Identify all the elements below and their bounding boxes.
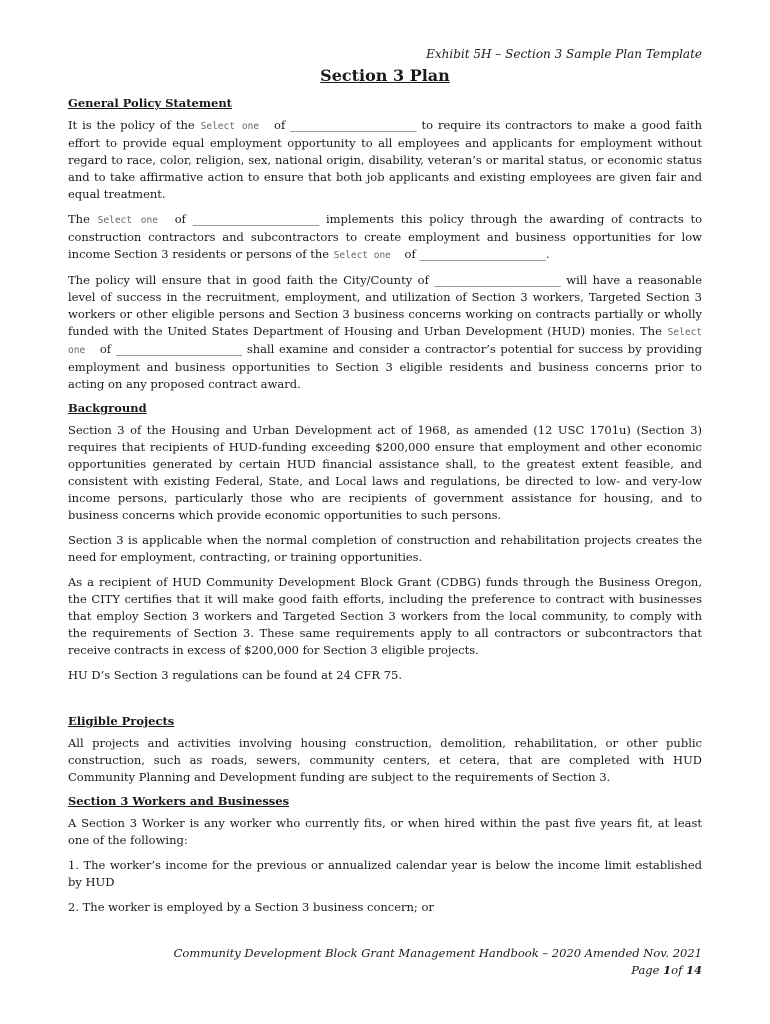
blank-field[interactable]: ______________________: [192, 212, 320, 226]
select-one-dropdown[interactable]: Select one: [200, 121, 260, 132]
blank-field[interactable]: ______________________: [434, 273, 561, 287]
background-paragraph-4: HU D’s Section 3 regulations can be found at 24 CFR 75.: [68, 668, 402, 682]
select-one-dropdown[interactable]: Select one: [333, 250, 391, 261]
page-total: 14: [685, 963, 702, 977]
section3-workers-heading: Section 3 Workers and Businesses: [68, 794, 290, 808]
general-policy-paragraph-1: It is the policy of the Select one of ______________________ to require its contractors to make a good faith effort to provide equal employment opportunity to all employees and applicants for employment without regard to race, color, religion, sex, national origin, disability, veteran’s or marital status, or economic status and to take affirmative action to ensure that both job applicants and existing employees are given fair and equal treatment.: [68, 118, 703, 201]
blank-field[interactable]: ______________________: [115, 342, 243, 356]
background-paragraph-3: As a recipient of HUD Community Development Block Grant (CDBG) funds through the Business Oregon, the CITY certifies that it will make good faith efforts, including the preference to contract with businesses that employ Section 3 workers and Targeted Section 3 workers from the local community, to comply with the requirements of Section 3. These same requirements apply to all contractors or subcontractors that receive contracts in excess of $200,000 for Section 3 eligible projects.: [68, 575, 702, 657]
general-policy-heading: General Policy Statement: [68, 96, 232, 110]
general-policy-paragraph-2: The Select one of ______________________ implements this policy through the awarding of contracts to construction contractors and subcontractors to create employment and business opportunities for low income Section 3 residents or persons of the Select one of ______________________.: [68, 212, 703, 261]
section3-workers-paragraph: A Section 3 Worker is any worker who currently fits, or when hired within the past five years fit, at least one of the following:: [68, 816, 702, 847]
page-number: Page 1of 14: [631, 963, 702, 977]
eligible-projects-heading: Eligible Projects: [68, 714, 175, 728]
select-one-dropdown[interactable]: Select one: [97, 215, 158, 226]
blank-field[interactable]: ______________________: [419, 247, 546, 261]
background-paragraph-2: Section 3 is applicable when the normal completion of construction and rehabilitation projects creates the need for employment, contracting, or training opportunities.: [68, 533, 702, 564]
page-current: 1: [663, 963, 672, 977]
eligible-projects-paragraph: All projects and activities involving housing construction, demolition, rehabilitation, or other public construction, such as roads, sewers, community centers, et cetera, that are completed with HUD Community Planning and Development funding are subject to the requirements of Section 3.: [68, 736, 702, 784]
document-body: [68, 96, 702, 924]
page-title: Section 3 Plan: [320, 66, 450, 85]
list-item: 2. The worker is employed by a Section 3 business concern; or: [68, 900, 434, 914]
general-policy-paragraph-3: The policy will ensure that in good faith the City/County of ______________________ will have a reasonable level of success in the recruitment, employment, and utilization of Section 3 workers, Targeted Section 3 workers or other eligible persons and Section 3 business concerns working on contracts partially or wholly funded with the United States Department of Housing and Urban Development (HUD) monies. The Select one of ______________________ shall examine and consider a contractor’s potential for success by providing employment and business opportunities to Section 3 eligible residents and business concerns prior to acting on any proposed contract award.: [68, 273, 703, 391]
background-paragraph-1: Section 3 of the Housing and Urban Development act of 1968, as amended (12 USC 1701u) (Section 3) requires that recipients of HUD-funding exceeding $200,000 ensure that employment and other economic opportunities generated by certain HUD financial assistance shall, to the greatest extent feasible, and consistent with existing Federal, State, and Local laws and regulations, be directed to low- and very-low income persons, particularly those who are recipients of government assistance for housing, and to business concerns which provide economic opportunities to such persons.: [68, 423, 702, 522]
page-footer: [68, 945, 702, 979]
exhibit-label: Exhibit 5H – Section 3 Sample Plan Template: [426, 47, 702, 61]
background-heading: Background: [68, 401, 147, 415]
section-spacer: [68, 692, 702, 714]
blank-field[interactable]: ______________________: [290, 118, 417, 132]
footer-handbook-line: Community Development Block Grant Management Handbook – 2020 Amended Nov. 2021: [173, 946, 702, 960]
list-item: 1. The worker’s income for the previous or annualized calendar year is below the income limit established by HUD: [68, 858, 702, 889]
select-one-dropdown[interactable]: Select one: [68, 327, 702, 356]
